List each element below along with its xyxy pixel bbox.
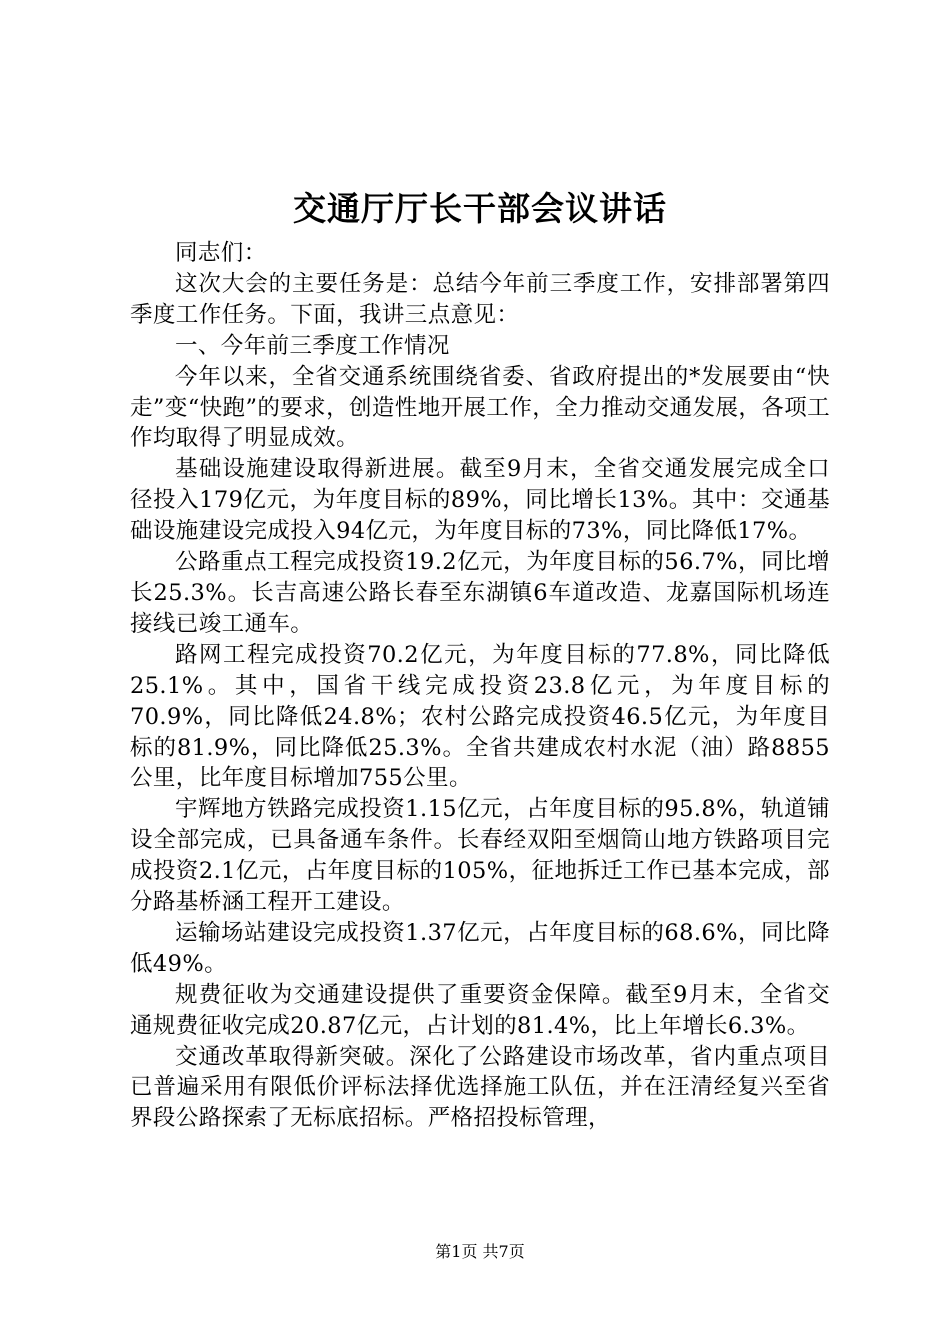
page-footer: 第1页 共7页 <box>435 1242 525 1261</box>
paragraph: 规费征收为交通建设提供了重要资金保障。截至9月末，全省交通规费征收完成20.87亿元，占计划的81.4%，比上年增长6.3%。 <box>130 981 830 1039</box>
paragraph: 运输场站建设完成投资1.37亿元，占年度目标的68.6%，同比降低49%。 <box>130 919 830 977</box>
document-title: 交通厅厅长干部会议讲话 <box>293 189 667 228</box>
paragraph: 路网工程完成投资70.2亿元，为年度目标的77.8%，同比降低25.1%。其中，国省干线完成投资23.8亿元，为年度目标的70.9%，同比降低24.8%；农村公路完成投资46.5亿元，为年度目标的81.9%，同比降低25.3%。全省共建成农村水泥（油）路8855公里，比年度目标增加755公里。 <box>130 641 830 792</box>
paragraph-salutation: 同志们： <box>175 240 267 266</box>
paragraph: 公路重点工程完成投资19.2亿元，为年度目标的56.7%，同比增长25.3%。长吉高速公路长春至东湖镇6车道改造、龙嘉国际机场连接线已竣工通车。 <box>130 549 830 637</box>
paragraph: 宇辉地方铁路完成投资1.15亿元，占年度目标的95.8%，轨道铺设全部完成，已具备通车条件。长春经双阳至烟筒山地方铁路项目完成投资2.1亿元，占年度目标的105%，征地拆迁工作已基本完成，部分路基桥涵工程开工建设。 <box>130 796 830 916</box>
section-heading-1: 一、今年前三季度工作情况 <box>175 332 450 359</box>
document-body <box>130 238 830 1134</box>
document-page <box>130 0 830 1344</box>
paragraph: 交通改革取得新突破。深化了公路建设市场改革，省内重点项目已普遍采用有限低价评标法择优选择施工队伍，并在汪清经复兴至省界段公路探索了无标底招标。严格招投标管理， <box>130 1043 830 1132</box>
paragraph-intro: 这次大会的主要任务是：总结今年前三季度工作，安排部署第四季度工作任务。下面，我讲三点意见： <box>130 270 830 328</box>
paragraph: 今年以来，全省交通系统围绕省委、省政府提出的*发展要由“快走”变“快跑”的要求，创造性地开展工作，全力推动交通发展，各项工作均取得了明显成效。 <box>130 363 830 452</box>
paragraph: 基础设施建设取得新进展。截至9月末，全省交通发展完成全口径投入179亿元，为年度目标的89%，同比增长13%。其中：交通基础设施建设完成投入94亿元，为年度目标的73%，同比降低17%。 <box>130 456 830 545</box>
